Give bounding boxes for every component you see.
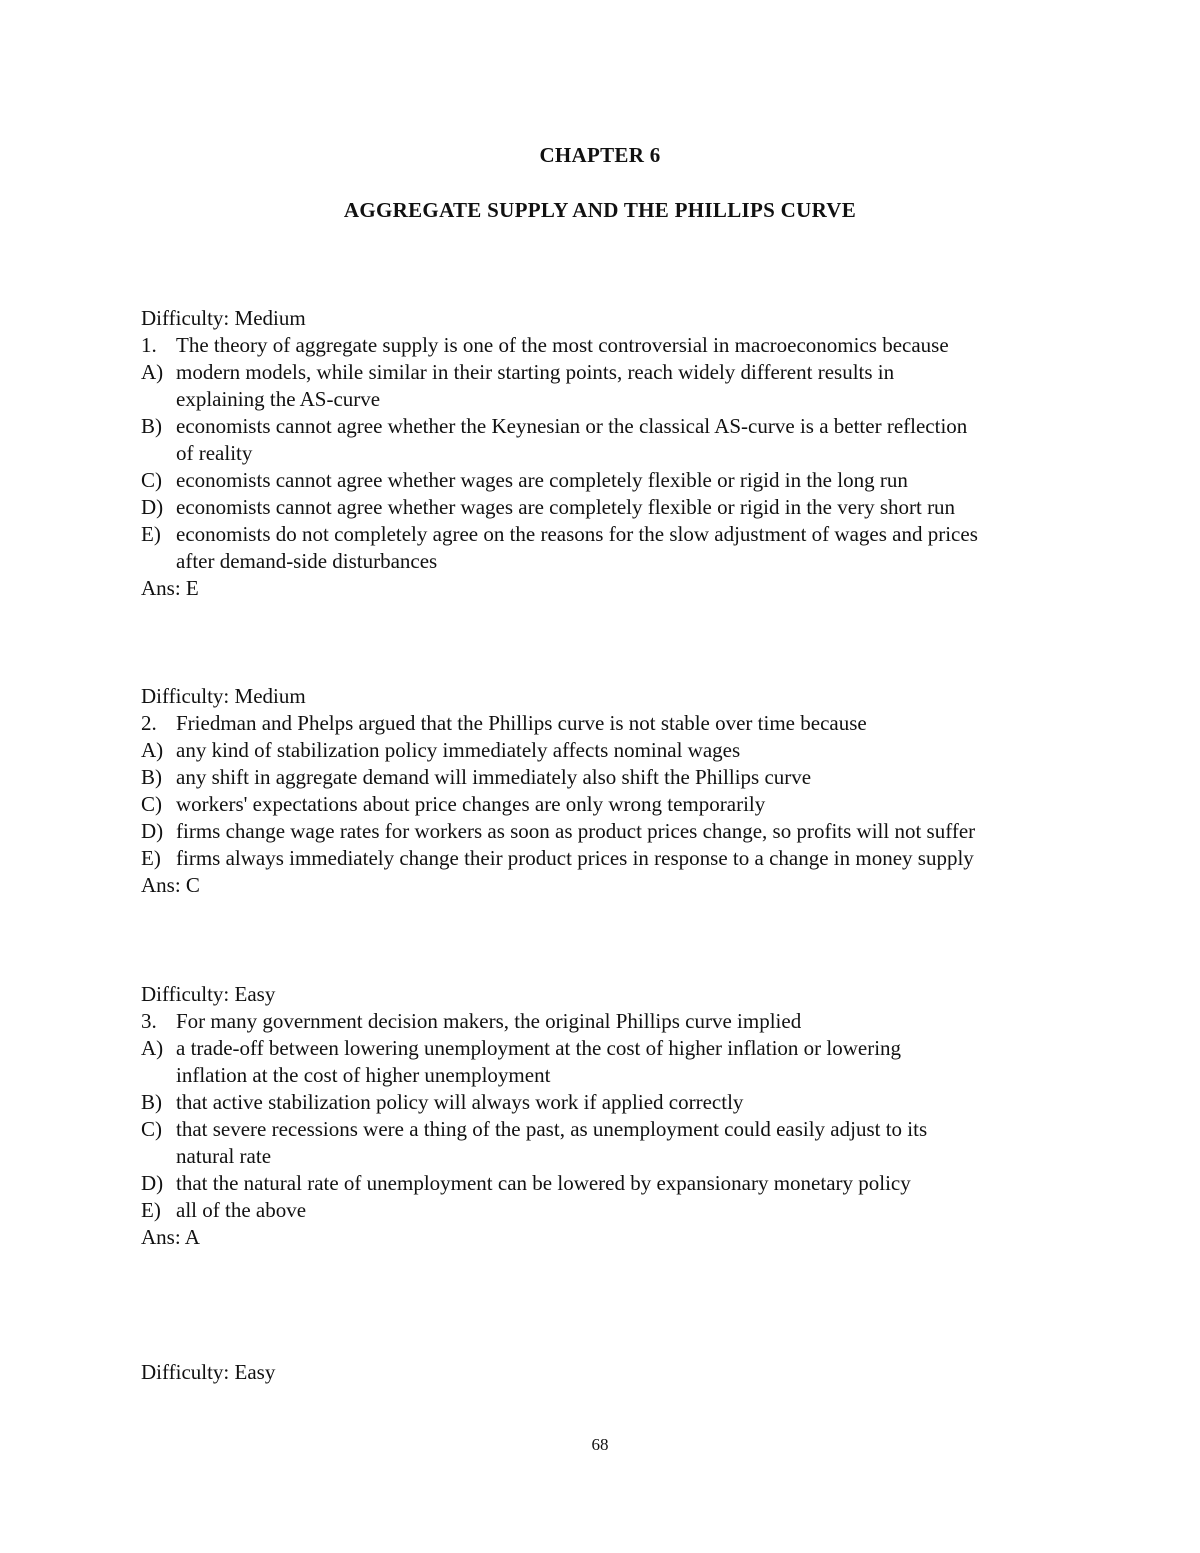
question-text: For many government decision makers, the original Phillips curve implied (176, 1009, 802, 1033)
option-label: A) (141, 360, 164, 384)
option-text: natural rate (176, 1144, 272, 1168)
option-c (141, 791, 1081, 818)
option-text: any kind of stabilization policy immediately affects nominal wages (176, 738, 741, 762)
option-a (141, 1035, 1081, 1062)
question-text: The theory of aggregate supply is one of the most controversial in macroeconomics because (176, 333, 949, 357)
option-text: modern models, while similar in their starting points, reach widely different results in (176, 360, 895, 384)
answer-label: Ans: A (141, 1225, 200, 1249)
option-text: that severe recessions were a thing of the past, as unemployment could easily adjust to its (176, 1117, 928, 1141)
option-text: of reality (176, 441, 253, 465)
option-text: economists cannot agree whether wages are completely flexible or rigid in the very short run (176, 495, 956, 519)
question-stem (141, 332, 1081, 359)
question-number: 2. (141, 711, 157, 735)
option-b (141, 764, 1081, 791)
option-text: that the natural rate of unemployment can be lowered by expansionary monetary policy (176, 1171, 911, 1195)
option-a-continued (141, 1062, 1081, 1089)
option-text: a trade-off between lowering unemployment at the cost of higher inflation or lowering (176, 1036, 902, 1060)
option-text: inflation at the cost of higher unemployment (176, 1063, 551, 1087)
question-number: 3. (141, 1009, 157, 1033)
option-e (141, 845, 1081, 872)
option-label: B) (141, 765, 162, 789)
option-d (141, 494, 1081, 521)
option-label: D) (141, 819, 164, 843)
option-label: E) (141, 522, 161, 546)
option-text: firms always immediately change their product prices in response to a change in money supply (176, 846, 974, 870)
option-d (141, 818, 1081, 845)
question-text: Friedman and Phelps argued that the Phillips curve is not stable over time because (176, 711, 867, 735)
difficulty-label: Difficulty: Medium (141, 684, 306, 708)
option-a (141, 359, 1081, 386)
option-c-continued (141, 1143, 1081, 1170)
option-text: economists cannot agree whether wages are completely flexible or rigid in the long run (176, 468, 908, 492)
option-e (141, 1197, 1081, 1224)
difficulty-label: Difficulty: Medium (141, 306, 306, 330)
option-text: economists do not completely agree on the reasons for the slow adjustment of wages and prices (176, 522, 978, 546)
option-label: C) (141, 1117, 162, 1141)
option-text: workers' expectations about price changes are only wrong temporarily (176, 792, 766, 816)
question-1 (141, 305, 1081, 602)
option-text: that active stabilization policy will always work if applied correctly (176, 1090, 744, 1114)
option-text: all of the above (176, 1198, 307, 1222)
page-number: 68 (591, 1435, 609, 1454)
option-text: any shift in aggregate demand will immediately also shift the Phillips curve (176, 765, 812, 789)
option-label: C) (141, 792, 162, 816)
option-label: B) (141, 414, 162, 438)
answer-label: Ans: C (141, 873, 200, 897)
difficulty-label: Difficulty: Easy (141, 1360, 276, 1384)
option-label: A) (141, 1036, 164, 1060)
question-2 (141, 683, 1081, 899)
question-stem (141, 710, 1081, 737)
question-4 (141, 1359, 1081, 1386)
chapter-title: AGGREGATE SUPPLY AND THE PHILLIPS CURVE (343, 198, 857, 222)
option-text: explaining the AS-curve (176, 387, 381, 411)
question-stem (141, 1008, 1081, 1035)
answer-label: Ans: E (141, 576, 199, 600)
option-b (141, 1089, 1081, 1116)
option-label: E) (141, 846, 161, 870)
option-c (141, 467, 1081, 494)
option-c (141, 1116, 1081, 1143)
option-text: economists cannot agree whether the Keynesian or the classical AS-curve is a better reflection (176, 414, 968, 438)
question-number: 1. (141, 333, 157, 357)
option-e (141, 521, 1081, 548)
chapter-heading: CHAPTER 6 (539, 143, 661, 167)
difficulty-label: Difficulty: Easy (141, 982, 276, 1006)
option-text: after demand-side disturbances (176, 549, 438, 573)
option-label: D) (141, 1171, 164, 1195)
option-a-continued (141, 386, 1081, 413)
option-label: C) (141, 468, 162, 492)
option-b (141, 413, 1081, 440)
question-3 (141, 981, 1081, 1251)
option-e-continued (141, 548, 1081, 575)
option-a (141, 737, 1081, 764)
option-label: D) (141, 495, 164, 519)
option-d (141, 1170, 1081, 1197)
option-b-continued (141, 440, 1081, 467)
option-label: A) (141, 738, 164, 762)
option-label: B) (141, 1090, 162, 1114)
option-text: firms change wage rates for workers as soon as product prices change, so profits will not suffer (176, 819, 976, 843)
option-label: E) (141, 1198, 161, 1222)
